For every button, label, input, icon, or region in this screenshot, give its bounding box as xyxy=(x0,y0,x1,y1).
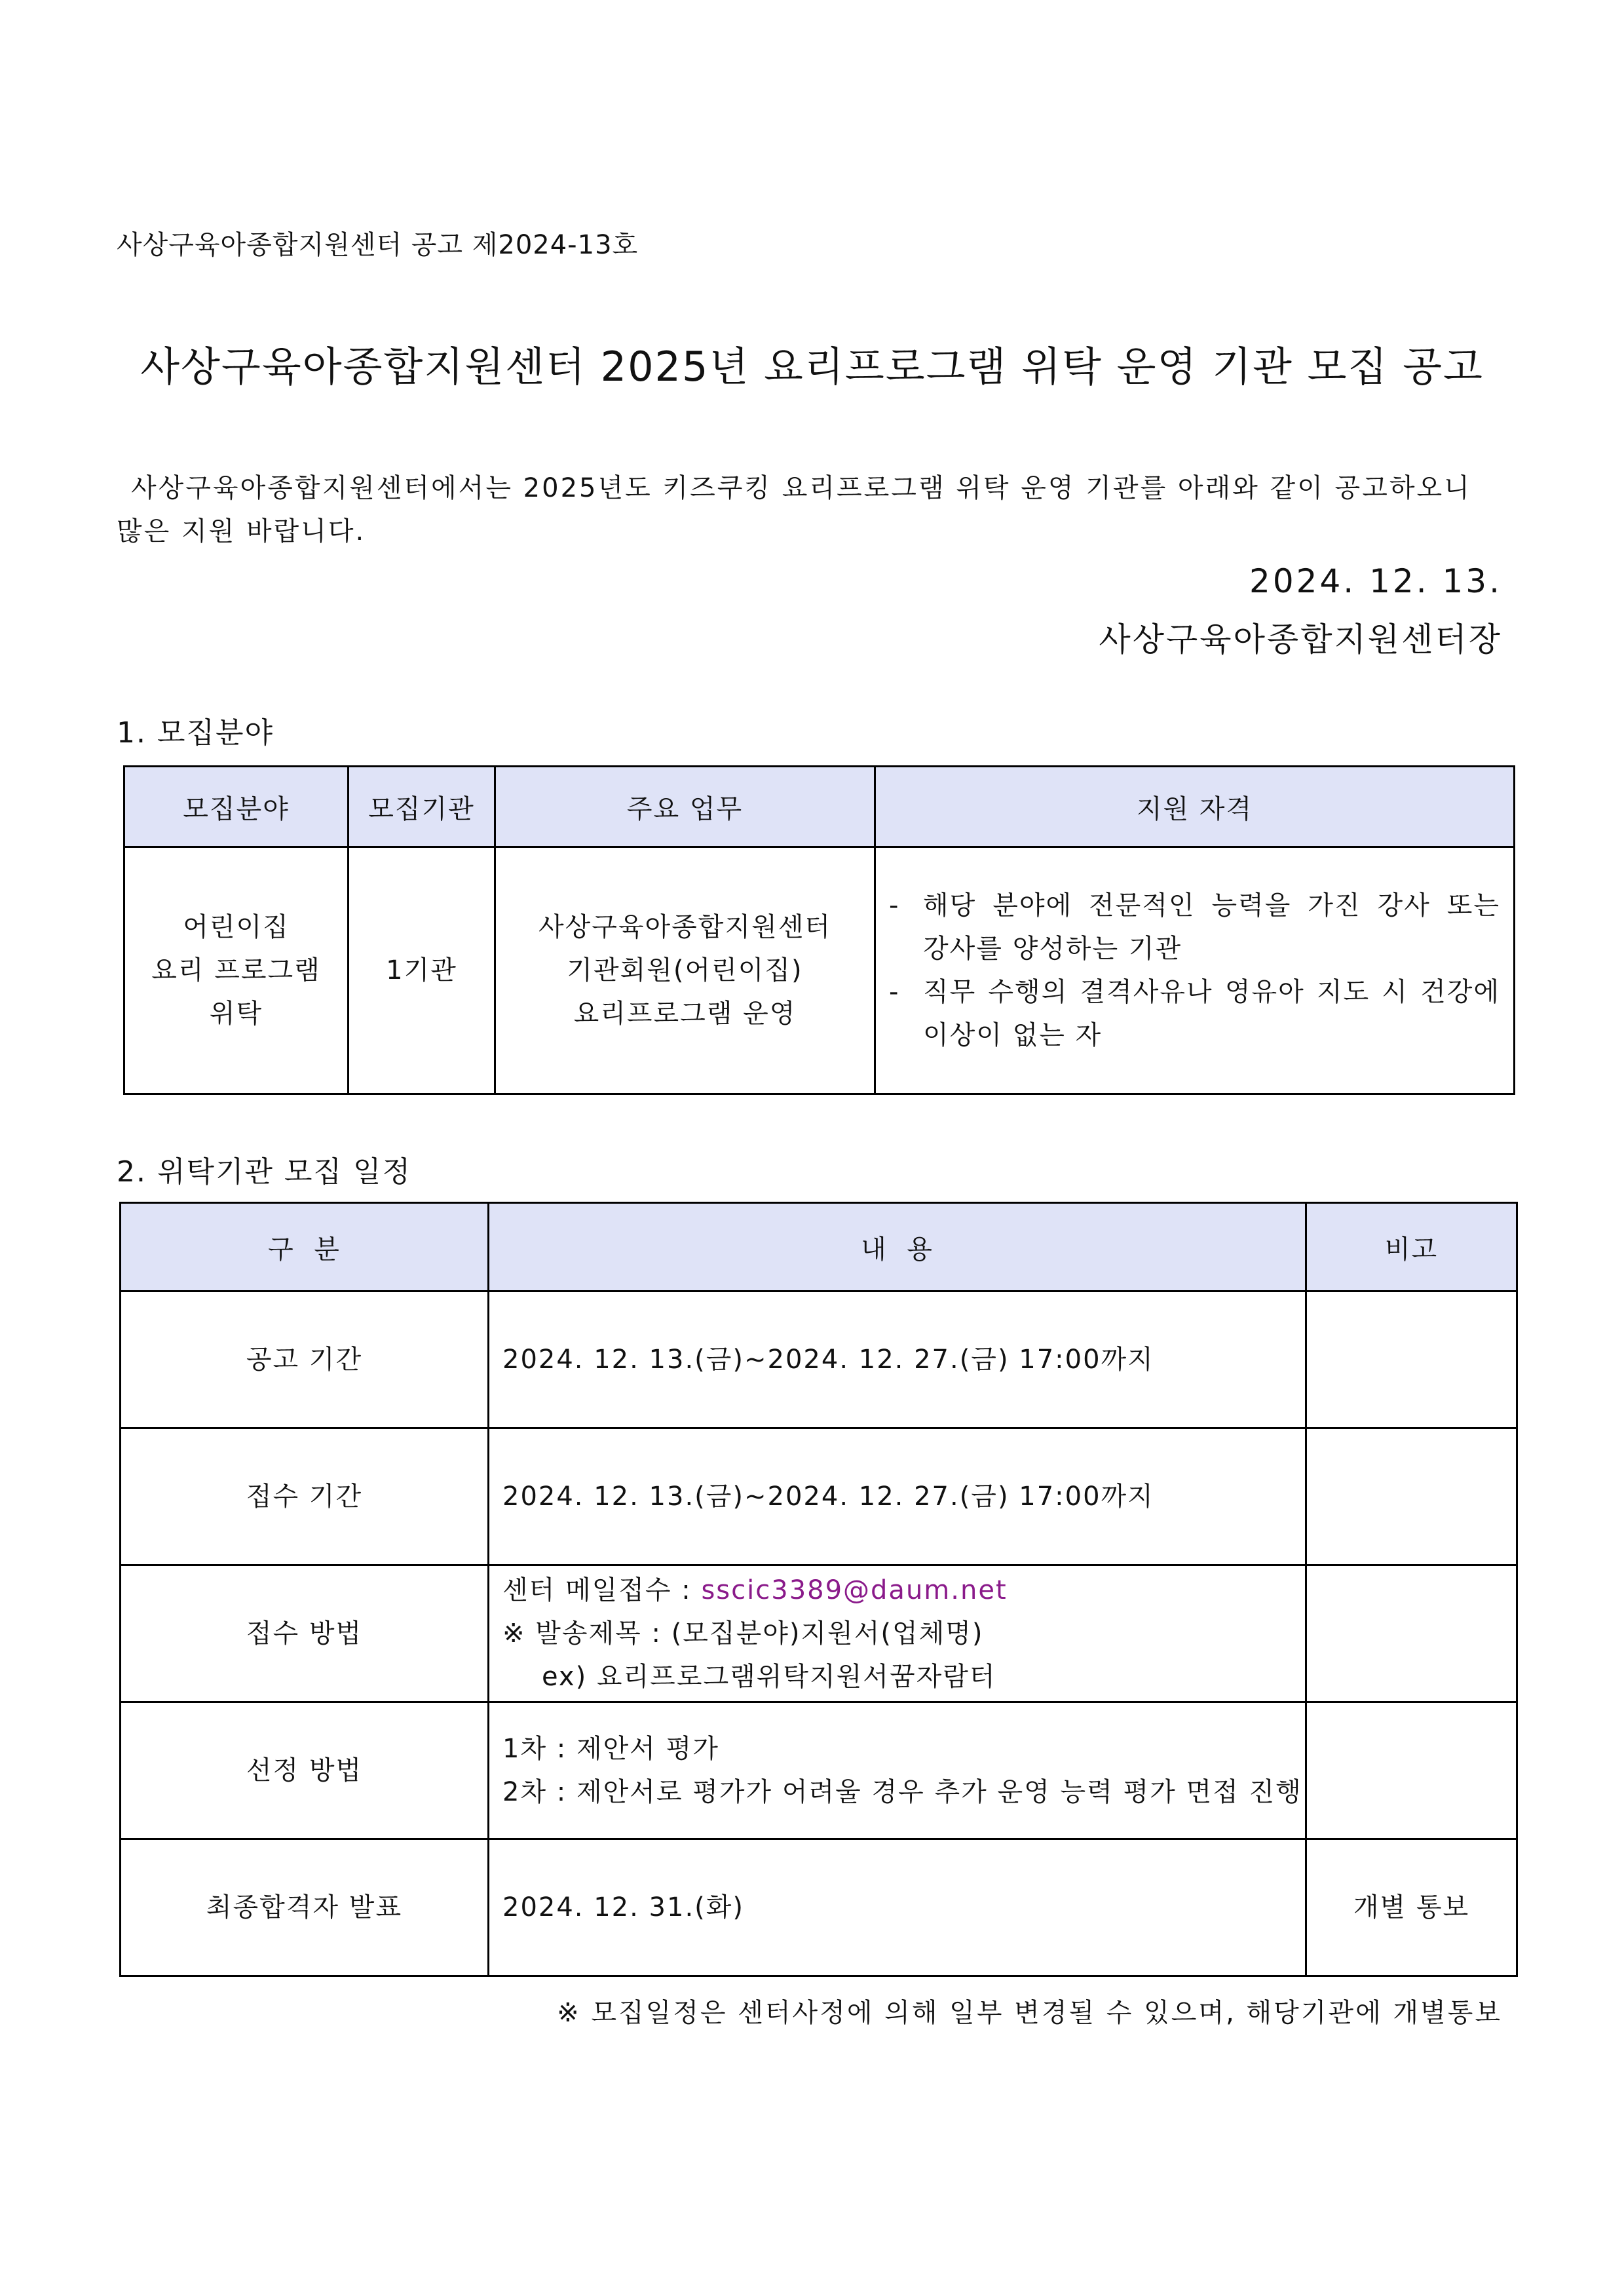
schedule-table xyxy=(119,1202,1518,1977)
email-prefix: 센터 메일접수 : xyxy=(502,1575,702,1605)
selection-step-1: 1차 : 제안서 평가 xyxy=(502,1734,719,1764)
table-header-row xyxy=(124,767,1515,847)
count-cell: 1기관 xyxy=(349,847,495,1094)
selection-step-2: 2차 : 제안서로 평가가 어려울 경우 추가 운영 능력 평가 면접 진행 xyxy=(502,1777,1302,1807)
field-line: 어린이집 xyxy=(183,912,290,942)
dash-marker: - xyxy=(889,890,900,921)
row-label: 접수 방법 xyxy=(121,1565,489,1702)
qualification-item xyxy=(889,1014,1500,1057)
field-cell xyxy=(124,847,349,1094)
qualification-item xyxy=(889,884,1500,927)
example-line: ex) 요리프로그램위탁지원서꿈자람터 xyxy=(542,1662,996,1692)
field-line: 위탁 xyxy=(209,999,263,1029)
row-note xyxy=(1306,1565,1517,1702)
row-note: 개별 통보 xyxy=(1306,1839,1517,1976)
section-1-heading: 1. 모집분야 xyxy=(117,716,274,750)
row-note xyxy=(1306,1702,1517,1839)
notice-date: 2024. 12. 13. xyxy=(1249,562,1502,600)
notice-number: 사상구육아종합지원센터 공고 제2024-13호 xyxy=(117,230,639,260)
row-content xyxy=(489,1702,1306,1839)
header-note: 비고 xyxy=(1306,1203,1517,1292)
intro-line-2: 많은 지원 바랍니다. xyxy=(117,516,366,546)
submission-email-line xyxy=(502,1569,1304,1612)
row-note xyxy=(1306,1292,1517,1428)
row-label: 선정 방법 xyxy=(121,1702,489,1839)
table-row xyxy=(121,1839,1517,1976)
qualification-text: 직무 수행의 결격사유나 영유아 지도 시 건강에 xyxy=(923,977,1500,1007)
header-qualification: 지원 자격 xyxy=(875,767,1515,847)
table-header-row xyxy=(121,1203,1517,1292)
section-2-heading: 2. 위탁기관 모집 일정 xyxy=(117,1155,411,1189)
row-label: 최종합격자 발표 xyxy=(121,1839,489,1976)
dash-spacer xyxy=(889,1014,923,1057)
row-label: 접수 기간 xyxy=(121,1428,489,1565)
schedule-footnote: ※ 모집일정은 센터사정에 의해 일부 변경될 수 있으며, 해당기관에 개별통보 xyxy=(557,1998,1502,2028)
qualification-item xyxy=(889,970,1500,1014)
duty-line: 사상구육아종합지원센터 xyxy=(538,912,832,942)
row-content xyxy=(489,1565,1306,1702)
duty-line: 기관회원(어린이집) xyxy=(567,955,803,985)
qualification-text: 해당 분야에 전문적인 능력을 가진 강사 또는 xyxy=(923,890,1500,921)
recruitment-field-table xyxy=(123,765,1515,1095)
table-row xyxy=(121,1565,1517,1702)
row-content: 2024. 12. 31.(화) xyxy=(489,1839,1306,1976)
header-duties: 주요 업무 xyxy=(495,767,875,847)
duty-line: 요리프로그램 운영 xyxy=(573,999,797,1029)
header-field: 모집분야 xyxy=(124,767,349,847)
row-content: 2024. 12. 13.(금)~2024. 12. 27.(금) 17:00까지 xyxy=(489,1428,1306,1565)
header-category: 구 분 xyxy=(121,1203,489,1292)
header-content: 내 용 xyxy=(489,1203,1306,1292)
intro-line-1: 사상구육아종합지원센터에서는 2025년도 키즈쿠킹 요리프로그램 위탁 운영 기관를 아래와 같이 공고하오니 xyxy=(131,473,1471,503)
table-row xyxy=(121,1428,1517,1565)
qualification-cell xyxy=(875,847,1515,1094)
header-count: 모집기관 xyxy=(349,767,495,847)
row-note xyxy=(1306,1428,1517,1565)
qualification-text: 이상이 없는 자 xyxy=(923,1020,1103,1050)
dash-marker: - xyxy=(889,977,900,1007)
subject-line: ※ 발송제목 : (모집분야)지원서(업체명) xyxy=(502,1618,984,1649)
qualification-text: 강사를 양성하는 기관 xyxy=(923,934,1182,964)
row-content: 2024. 12. 13.(금)~2024. 12. 27.(금) 17:00까지 xyxy=(489,1292,1306,1428)
table-row xyxy=(124,847,1515,1094)
table-row xyxy=(121,1292,1517,1428)
qualification-item xyxy=(889,927,1500,970)
email-link[interactable]: sscic3389@daum.net xyxy=(701,1575,1008,1605)
table-row xyxy=(121,1702,1517,1839)
dash-spacer xyxy=(889,927,923,970)
field-line: 요리 프로그램 xyxy=(151,955,321,985)
document-title: 사상구육아종합지원센터 2025년 요리프로그램 위탁 운영 기관 모집 공고 xyxy=(140,343,1484,391)
issuer-name: 사상구육아종합지원센터장 xyxy=(1099,621,1502,659)
row-label: 공고 기간 xyxy=(121,1292,489,1428)
intro-paragraph xyxy=(117,467,1505,553)
duties-cell xyxy=(495,847,875,1094)
